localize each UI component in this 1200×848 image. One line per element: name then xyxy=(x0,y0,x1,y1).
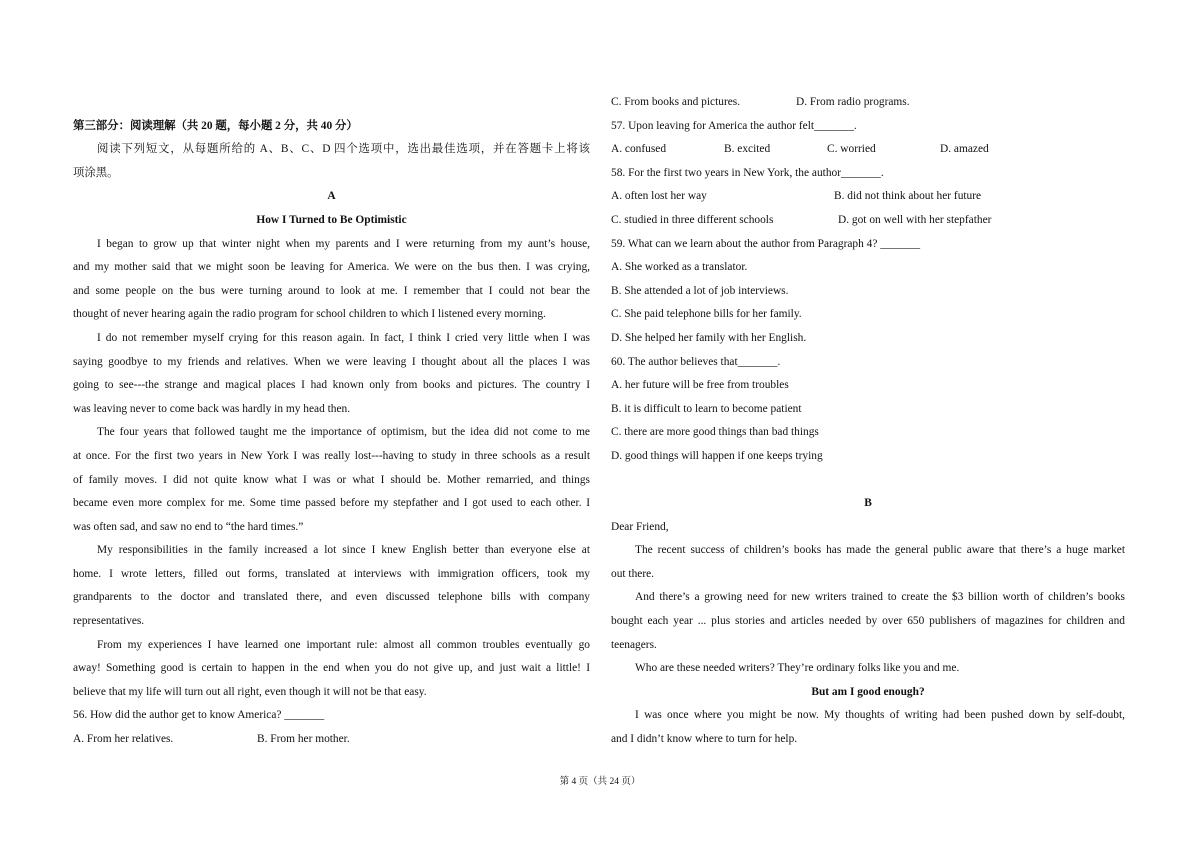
instruction-line-2: 项涂黑。 xyxy=(73,166,119,179)
letter-greeting: Dear Friend, xyxy=(611,520,669,533)
paragraph-line: bought each year ... plus stories and articles needed by over 650 publishers of magazines for children and xyxy=(611,615,1125,628)
paragraph-line: was leaving never to come back was hardly in my head then. xyxy=(73,402,351,415)
option-c: C. there are more good things than bad things xyxy=(611,426,819,439)
option-d: D. amazed xyxy=(940,143,989,156)
option-b: B. it is difficult to learn to become patient xyxy=(611,402,802,415)
paragraph-line: grandparents to the doctor and translated there, and even discussed telephone bills with company xyxy=(73,591,590,604)
paragraph-line: home. I wrote letters, filled out forms, translated at interviews with immigration officers, took my xyxy=(73,567,590,580)
question-58-options-cd xyxy=(611,209,1125,233)
passage-b-label: B xyxy=(864,497,872,510)
paragraph-line: I began to grow up that winter night when my parents and I were returning from my aunt’s house, xyxy=(97,237,590,250)
paragraph-line: became even more complex for me. Some time passed before my stepfather and I got used to each other. I xyxy=(73,497,590,510)
option-a: A. her future will be free from troubles xyxy=(611,379,789,392)
question-57-options xyxy=(611,138,1125,162)
option-d: D. From radio programs. xyxy=(796,96,910,108)
paragraph-line: teenagers. xyxy=(611,638,657,651)
instruction-line-1: 阅读下列短文，从每题所给的 A、B、C、D 四个选项中，选出最佳选项，并在答题卡上将该 xyxy=(97,143,590,156)
question-58-options-ab xyxy=(611,185,1125,209)
question-59-stem: 59. What can we learn about the author from Paragraph 4? _______ xyxy=(611,237,921,250)
question-57-stem: 57. Upon leaving for America the author felt_______. xyxy=(611,119,857,132)
option-b: B. excited xyxy=(724,143,771,156)
right-column xyxy=(611,91,1125,752)
paragraph-line: From my experiences I have learned one important rule: almost all common troubles eventually go xyxy=(97,638,590,651)
left-column xyxy=(73,91,590,752)
option-d: D. got on well with her stepfather xyxy=(838,213,992,226)
question-56-options-ab xyxy=(73,728,590,752)
option-a: A. She worked as a translator. xyxy=(611,261,748,274)
paragraph-line: Who are these needed writers? They’re ordinary folks like you and me. xyxy=(635,662,960,675)
paragraph-line: out there. xyxy=(611,567,655,580)
paragraph-line: The recent success of children’s books has made the general public aware that there’s a huge market xyxy=(635,544,1125,557)
paragraph-line: away! Something good is certain to happen in the end when you do not give up, and just wait a little! I xyxy=(73,662,590,675)
section-heading: 第三部分：阅读理解（共 20 题，每小题 2 分，共 40 分） xyxy=(73,119,358,132)
paragraph-line: was often sad, and saw no end to “the hard times.” xyxy=(73,520,304,533)
paragraph-line: thought of never hearing again the radio program for school children to which I listened every morning. xyxy=(73,308,546,321)
page-footer: 第 4 页（共 24 页） xyxy=(559,777,641,787)
option-a: A. confused xyxy=(611,143,667,156)
option-c: C. From books and pictures. xyxy=(611,96,741,108)
option-b: B. did not think about her future xyxy=(834,190,982,203)
option-b: B. She attended a lot of job interviews. xyxy=(611,284,789,297)
paragraph-line: and my mother said that we might soon be leaving for America. We were on the bus then. I was crying, xyxy=(73,261,590,274)
paragraph-line: going to see---the strange and magical places I had known only from books and pictures. The country I xyxy=(73,379,590,392)
paragraph-line: The four years that followed taught me the importance of optimism, but the idea did not come to me xyxy=(97,426,590,439)
paragraph-line: My responsibilities in the family increased a lot since I knew English better than everyone else at xyxy=(97,544,590,557)
paragraph-line: and some people on the bus were turning around to look at me. I remember that I could not bear the xyxy=(73,284,590,297)
option-d: D. good things will happen if one keeps trying xyxy=(611,449,823,462)
paragraph-line: and I didn’t know where to turn for help. xyxy=(611,733,798,746)
option-a: A. often lost her way xyxy=(611,190,707,203)
option-c: C. studied in three different schools xyxy=(611,213,774,226)
paragraph-line: believe that my life will turn out all right, even though it will not be that easy. xyxy=(73,685,427,698)
passage-a-title: How I Turned to Be Optimistic xyxy=(256,213,407,226)
paragraph-line: of family moves. I did not quite know what I was or what I should be. Mother remarried, and things xyxy=(73,473,590,486)
paragraph-line: saying goodbye to my friends and relatives. When we were leaving I thought about all the places I was xyxy=(73,355,590,368)
question-56-options-cd xyxy=(611,91,1125,115)
passage-b-subheading: But am I good enough? xyxy=(811,685,925,698)
passage-a-label: A xyxy=(327,190,336,203)
question-58-stem: 58. For the first two years in New York, the author_______. xyxy=(611,166,884,179)
paragraph-line: And there’s a growing need for new writers trained to create the $3 billion worth of children’s books xyxy=(635,591,1125,604)
paragraph-line: representatives. xyxy=(73,615,145,628)
question-56-stem: 56. How did the author get to know America? _______ xyxy=(73,709,325,722)
option-b: B. From her mother. xyxy=(257,733,350,746)
paragraph-line: I do not remember myself crying for this reason again. In fact, I think I cried very little when I was xyxy=(97,331,590,344)
paragraph-line: I was once where you might be now. My thoughts of writing had been pushed down by self-doubt, xyxy=(635,709,1125,722)
option-d: D. She helped her family with her English. xyxy=(611,331,807,344)
option-c: C. She paid telephone bills for her family. xyxy=(611,308,802,321)
paragraph-line: at once. For the first two years in New York I was really lost---having to study in three schools as a result xyxy=(73,449,590,462)
question-60-stem: 60. The author believes that_______. xyxy=(611,355,781,368)
option-a: A. From her relatives. xyxy=(73,733,174,746)
option-c: C. worried xyxy=(827,143,876,156)
